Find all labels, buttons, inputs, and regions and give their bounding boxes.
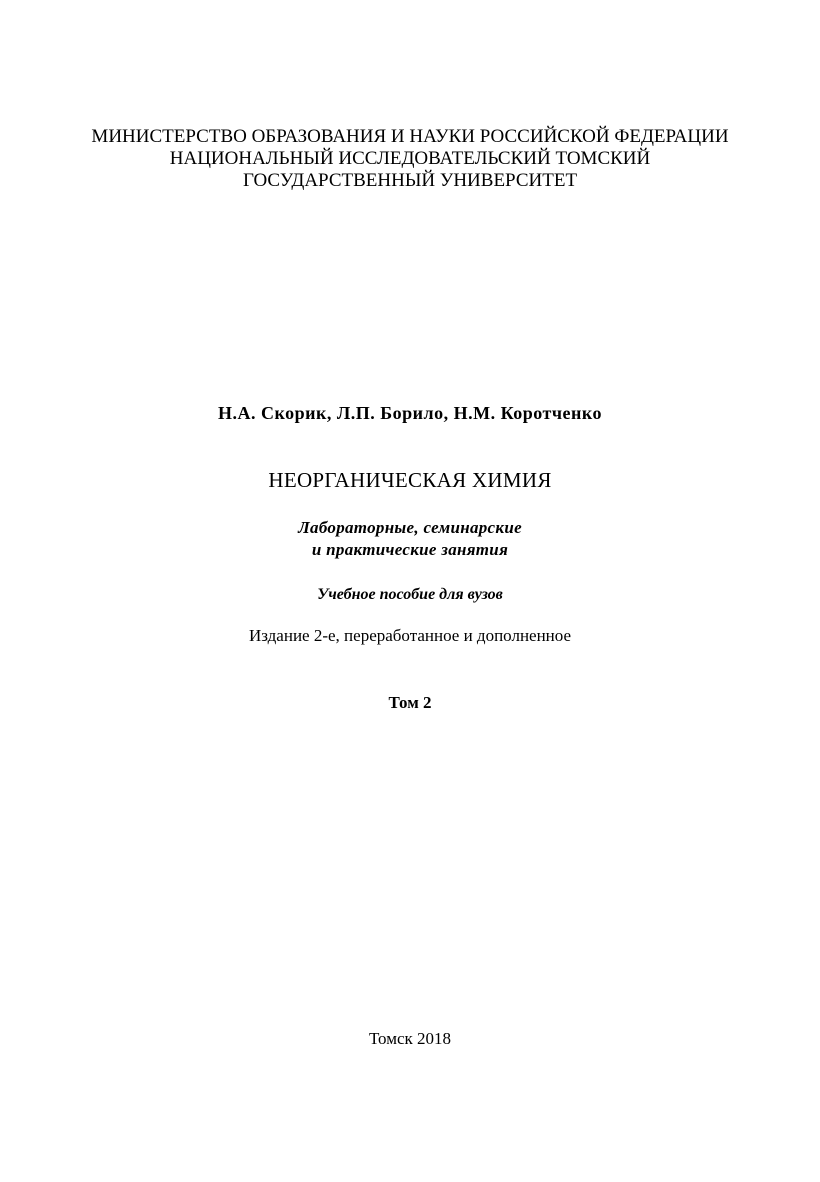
book-title: НЕОРГАНИЧЕСКАЯ ХИМИЯ <box>268 468 552 492</box>
university-heading-line1: НАЦИОНАЛЬНЫЙ ИССЛЕДОВАТЕЛЬСКИЙ ТОМСКИЙ <box>169 148 651 169</box>
subtitle-line2: и практические занятия <box>311 540 509 559</box>
university-heading-line2: ГОСУДАРСТВЕННЫЙ УНИВЕРСИТЕТ <box>242 170 578 191</box>
imprint-city-year: Томск 2018 <box>368 1029 452 1048</box>
authors: Н.А. Скорик, Л.П. Борило, Н.М. Коротченко <box>217 403 603 423</box>
subtitle-line1: Лабораторные, семинарские <box>298 518 522 537</box>
volume-number: Том 2 <box>388 693 432 712</box>
ministry-heading: МИНИСТЕРСТВО ОБРАЗОВАНИЯ И НАУКИ РОССИЙСКОЙ ФЕДЕРАЦИИ <box>91 126 729 147</box>
book-purpose: Учебное пособие для вузов <box>317 586 503 603</box>
edition-note: Издание 2-е, переработанное и дополненное <box>248 626 572 645</box>
